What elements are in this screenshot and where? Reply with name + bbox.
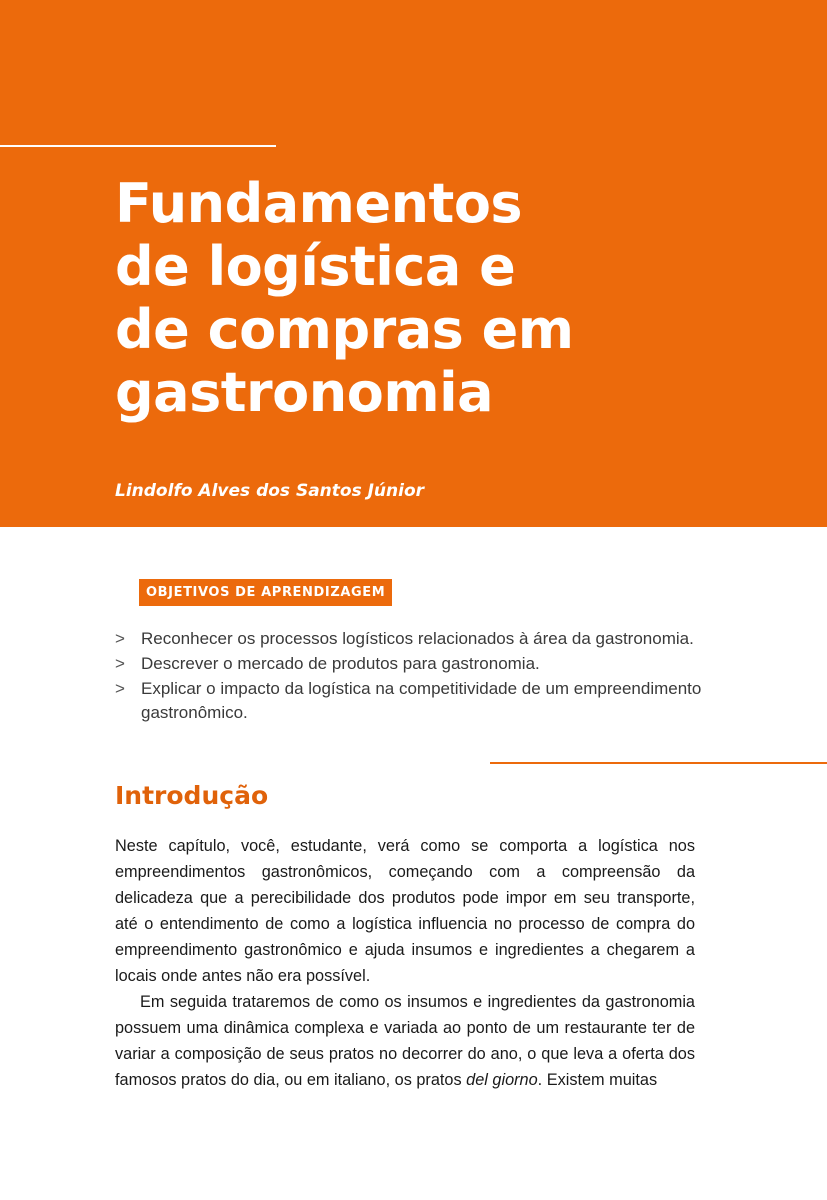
chapter-author: Lindolfo Alves dos Santos Júnior — [115, 481, 425, 501]
objectives-badge: OBJETIVOS DE APRENDIZAGEM — [139, 579, 392, 606]
paragraph — [115, 989, 695, 1093]
chevron-right-icon: > — [115, 654, 125, 673]
objective-text: Reconhecer os processos logísticos relacionados à área da gastronomia. — [141, 629, 694, 648]
objectives-list — [115, 627, 705, 726]
chapter-title-line: de logística e — [115, 235, 516, 298]
objective-text: Descrever o mercado de produtos para gastronomia. — [141, 654, 540, 673]
objective-item — [115, 677, 705, 725]
chevron-right-icon: > — [115, 629, 125, 648]
body-text — [115, 833, 695, 1093]
objective-text: Explicar o impacto da logística na competitividade de um empreendimento gastronômico. — [141, 679, 702, 722]
paragraph: Neste capítulo, você, estudante, verá como se comporta a logística nos empreendimentos gastronômicos, começando com a compreensão da delicadeza que a perecibilidade dos produtos pode impor em seu transporte, até o entendimento de como a logística influencia no processo de compra do empreendimento gastronômico e ajuda insumos e ingredientes a chegarem a locais onde antes não era possível. — [115, 837, 695, 985]
paragraph-text: Em seguida trataremos de como os insumos e ingredientes da gastronomia possuem uma dinâmica complexa e variada ao ponto de um restaurante ter de variar a composição de seus pratos no decorrer do ano, o que leva a oferta dos famosos pratos do dia, ou em italiano, os pratos — [115, 993, 695, 1089]
chapter-title-line: gastronomia — [115, 361, 494, 424]
chapter-title-line: Fundamentos — [115, 172, 523, 235]
section-divider — [490, 762, 827, 764]
paragraph-text: . Existem muitas — [537, 1071, 658, 1089]
objective-item — [115, 652, 705, 676]
banner-divider — [0, 145, 276, 147]
section-heading: Introdução — [115, 781, 269, 810]
chapter-title — [115, 172, 755, 424]
emphasis-text: del giorno — [466, 1071, 538, 1089]
objective-item — [115, 627, 705, 651]
chapter-title-line: de compras em — [115, 298, 574, 361]
chevron-right-icon: > — [115, 679, 125, 698]
chapter-banner — [0, 0, 827, 527]
